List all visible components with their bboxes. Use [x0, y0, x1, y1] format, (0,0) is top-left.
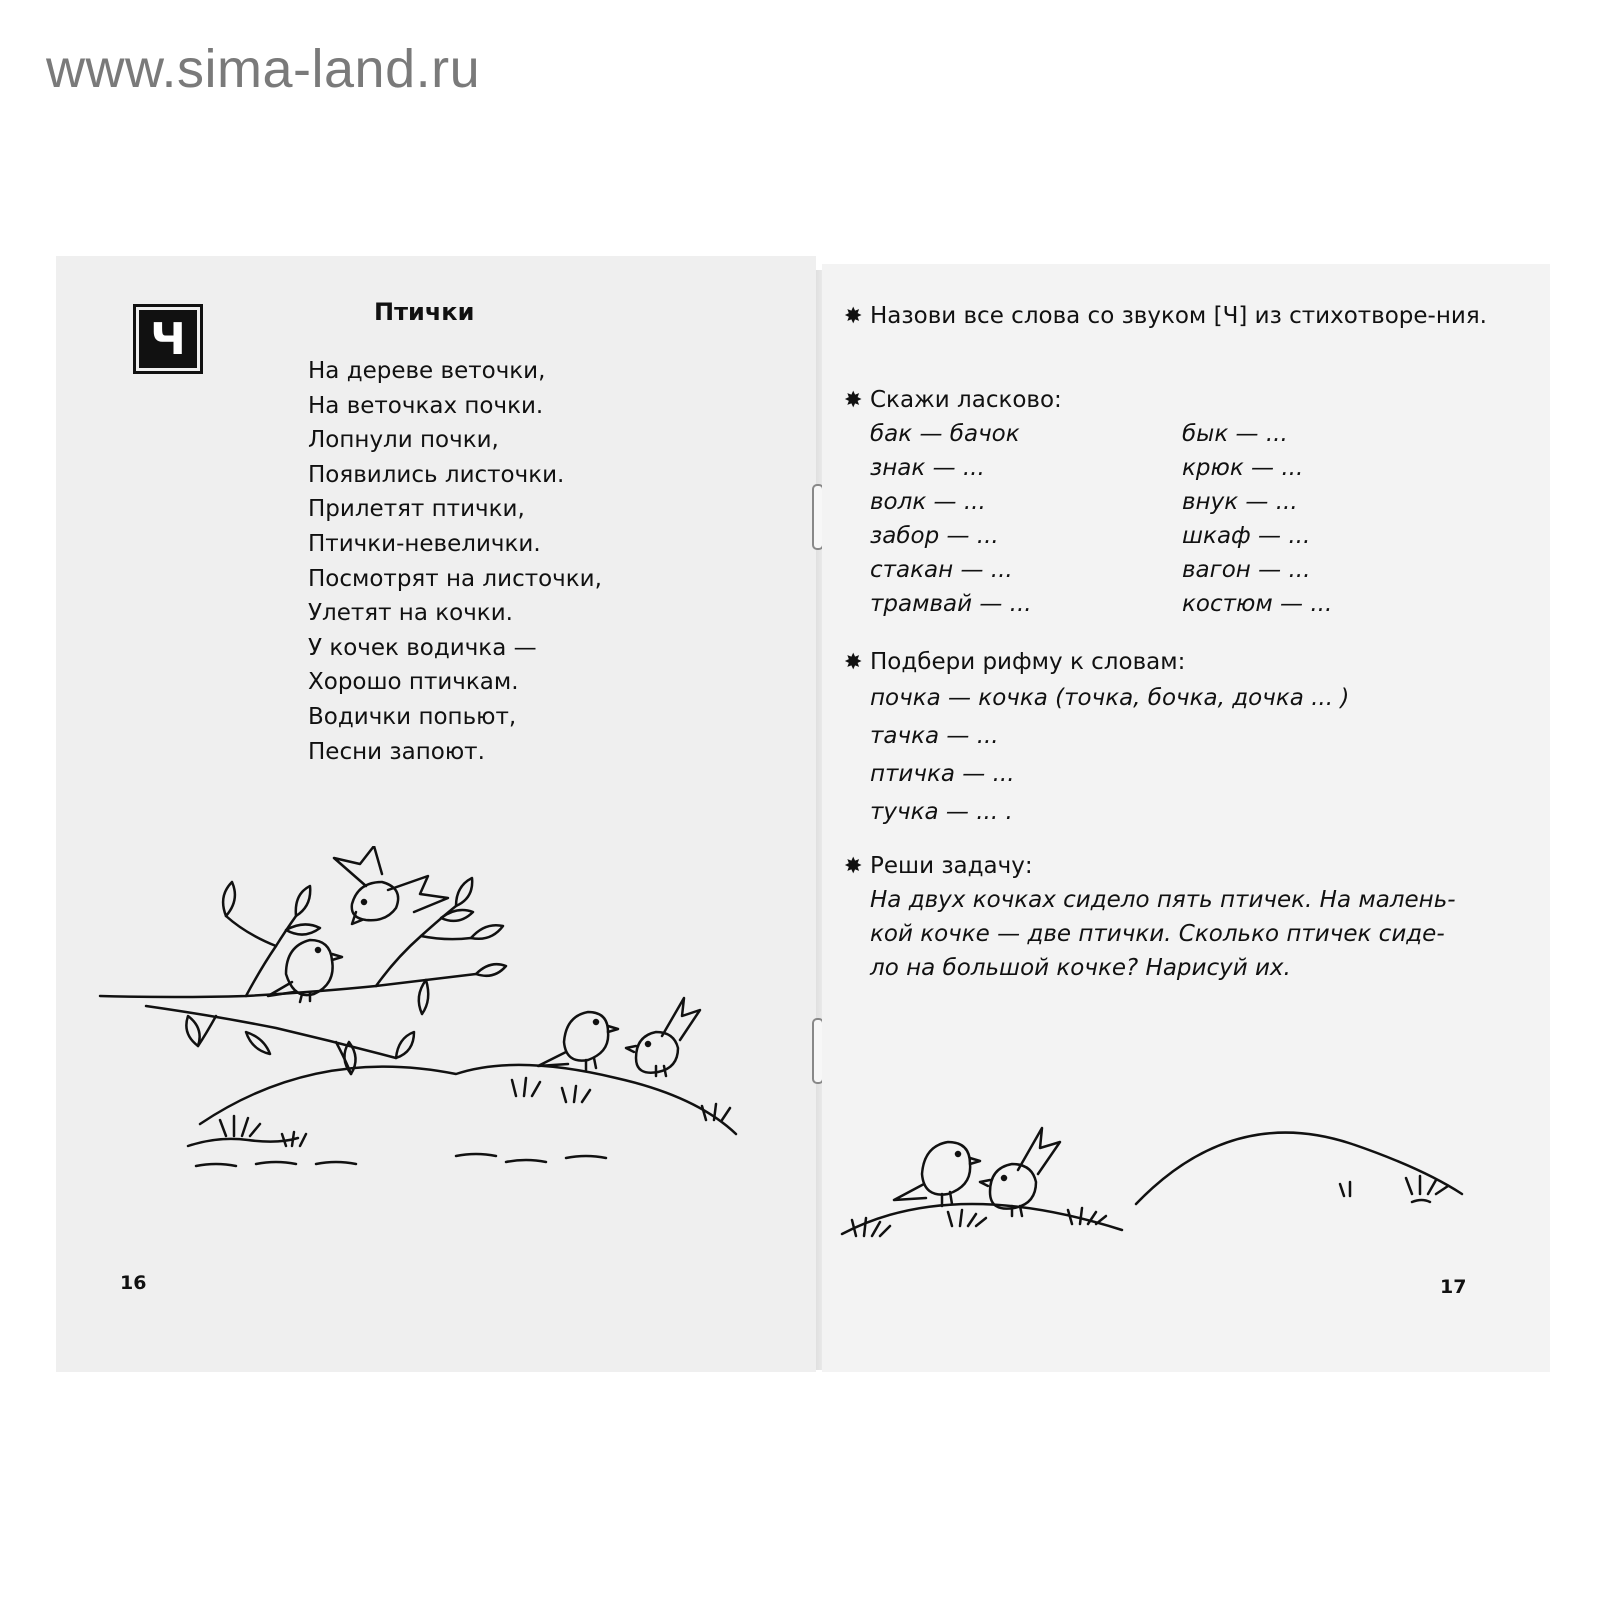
- task-name-words: [844, 300, 1504, 333]
- word-pair: забор — ...: [870, 523, 999, 549]
- right-page: [822, 264, 1550, 1372]
- poem-line: Песни запоют.: [308, 738, 485, 765]
- poem-line: Птички-невелички.: [308, 530, 541, 557]
- poem-line: У кочек водичка —: [308, 634, 537, 661]
- watermark-text: www.sima-land.ru: [46, 39, 481, 99]
- problem-line: кой кочке — две птички. Сколько птичек сиде-: [870, 921, 1445, 947]
- branch-birds-hills-illustration: [96, 846, 756, 1186]
- word-pair: костюм — ...: [1182, 591, 1333, 617]
- problem-line: ло на большой кочке? Нарисуй их.: [870, 955, 1291, 981]
- word-pair: бык — ...: [1182, 421, 1288, 447]
- task-heading: Подбери рифму к словам:: [870, 649, 1186, 675]
- task-text: Назови все слова со звуком [Ч] из стихотворе-ния.: [870, 303, 1487, 329]
- star-bullet-icon: ✸: [844, 650, 863, 675]
- poem-line: Водички попьют,: [308, 703, 517, 730]
- task-rhyme: [844, 646, 1504, 831]
- word-pair: знак — ...: [870, 455, 985, 481]
- task-problem: [844, 850, 1504, 985]
- poem-title: Птички: [374, 298, 475, 326]
- rhyme-line: почка — кочка (точка, бочка, дочка ... ): [870, 685, 1350, 711]
- word-pair: вагон — ...: [1182, 557, 1311, 583]
- rhyme-line: тачка — ...: [870, 723, 999, 749]
- poem-line: Посмотрят на листочки,: [308, 565, 602, 592]
- poem-line: Появились листочки.: [308, 461, 565, 488]
- page-number: 17: [1440, 1276, 1467, 1298]
- word-column-right: [1182, 417, 1332, 621]
- letter-badge-letter: Ч: [139, 310, 197, 368]
- page-number: 16: [120, 1272, 147, 1294]
- task-say-kindly: [844, 384, 1504, 617]
- word-pair: волк — ...: [870, 489, 986, 515]
- star-bullet-icon: ✸: [844, 304, 863, 329]
- star-bullet-icon: ✸: [844, 388, 863, 413]
- poem: [308, 354, 602, 769]
- problem-line: На двух кочках сидело пять птичек. На малень-: [870, 887, 1456, 913]
- word-pair: стакан — ...: [870, 557, 1013, 583]
- rhyme-line: птичка — ...: [870, 761, 1015, 787]
- task-heading: Реши задачу:: [870, 853, 1033, 879]
- poem-line: На веточках почки.: [308, 392, 544, 419]
- star-bullet-icon: ✸: [844, 854, 863, 879]
- poem-line: Прилетят птички,: [308, 496, 525, 523]
- rhyme-line: тучка — ... .: [870, 799, 1013, 825]
- poem-line: Лопнули почки,: [308, 427, 499, 454]
- word-pair: трамвай — ...: [870, 591, 1032, 617]
- word-pair: крюк — ...: [1182, 455, 1304, 481]
- poem-line: На дереве веточки,: [308, 358, 546, 384]
- poem-line: Хорошо птичкам.: [308, 669, 519, 696]
- left-page: [56, 256, 816, 1372]
- letter-badge: [133, 304, 203, 374]
- poem-line: Улетят на кочки.: [308, 600, 513, 627]
- word-pair: шкаф — ...: [1182, 523, 1311, 549]
- task-heading: Скажи ласково:: [870, 387, 1062, 413]
- word-pair: внук — ...: [1182, 489, 1298, 515]
- birds-on-hills-illustration: [822, 1084, 1550, 1254]
- word-column-left: [870, 417, 1032, 621]
- word-pair: бак — бачок: [870, 421, 1020, 447]
